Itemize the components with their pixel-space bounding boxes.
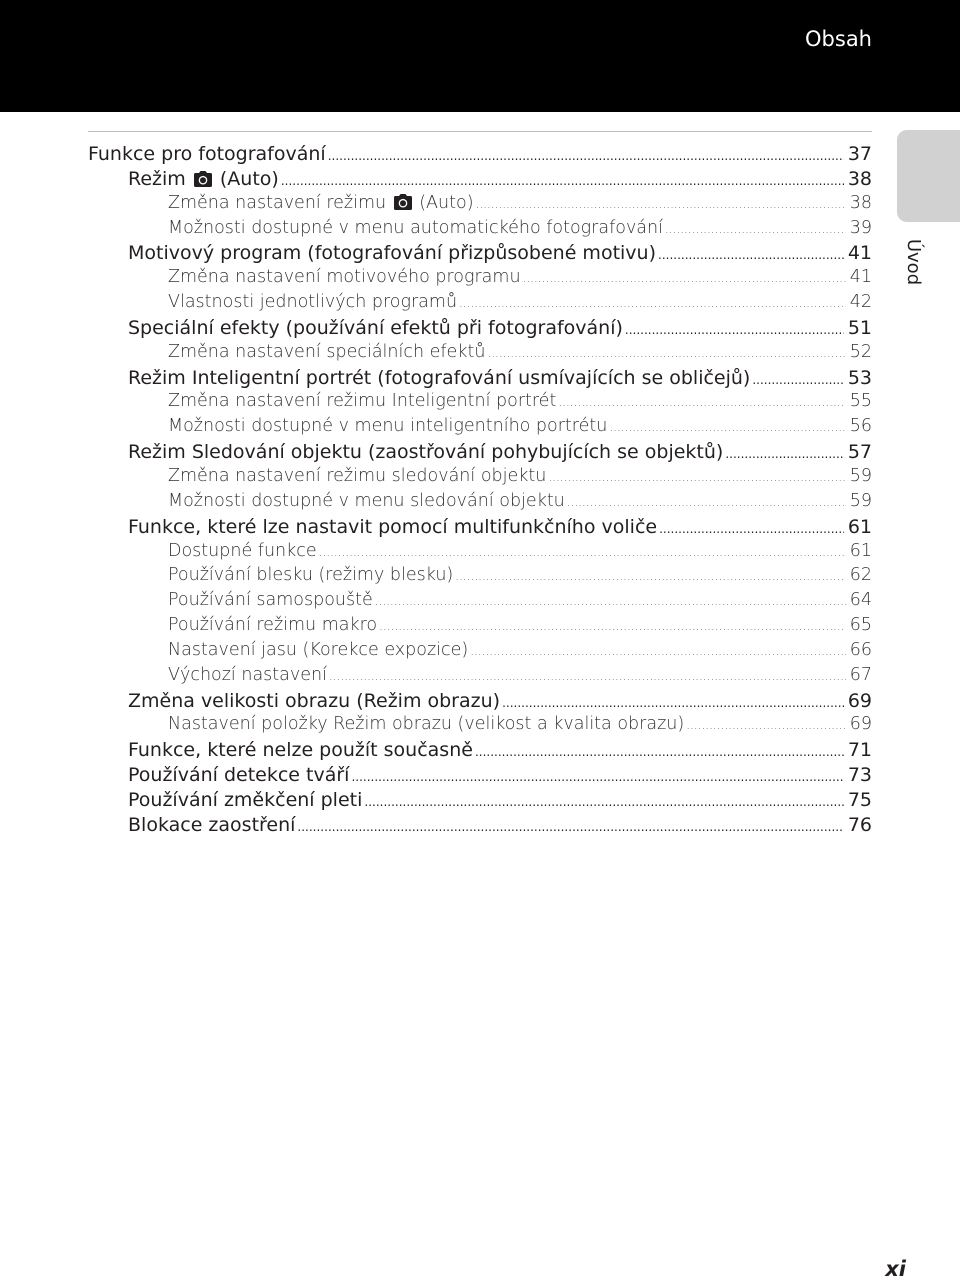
camera-icon	[394, 194, 412, 215]
divider	[88, 131, 872, 132]
toc-entry[interactable]	[88, 267, 872, 292]
dot-leader	[455, 569, 845, 583]
toc-entry-title-text: Změna velikosti obrazu (Režim obrazu)	[128, 689, 501, 712]
toc-entry-page: 71	[847, 739, 872, 762]
toc-entry[interactable]	[88, 590, 872, 615]
toc-entry-title-text: Změna nastavení motivového programu	[168, 267, 521, 288]
toc-entry-title-text: Dostupné funkce	[168, 540, 317, 561]
camera-icon	[194, 170, 212, 192]
toc-entry-page: 53	[847, 366, 872, 389]
toc-entry[interactable]	[88, 391, 872, 416]
toc-entry[interactable]	[88, 789, 872, 814]
toc-entry-title-suffix: (Auto)	[413, 192, 474, 213]
dot-leader	[281, 174, 844, 188]
toc-entry-title	[168, 193, 474, 215]
toc-entry-page: 66	[849, 639, 872, 660]
toc-entry-title	[168, 565, 453, 585]
page-number: xi	[885, 1257, 906, 1281]
toc-entry-title-suffix: (Auto)	[213, 167, 279, 190]
toc-entry-page: 38	[847, 167, 872, 190]
header-bar	[0, 0, 960, 112]
toc-entry-title-text: Funkce, které lze nastavit pomocí multifunkčního voliče	[128, 515, 658, 538]
toc-entry-title-text: Režim	[128, 167, 192, 190]
dot-leader	[470, 644, 846, 658]
toc-entry-title-text: Používání blesku (režimy blesku)	[168, 565, 454, 586]
section-tab-label: Úvod	[903, 238, 924, 286]
toc-entry-title-text: Změna nastavení režimu	[168, 192, 392, 213]
dot-leader	[351, 770, 843, 784]
toc-entry[interactable]	[88, 416, 872, 441]
dot-leader	[725, 447, 843, 461]
toc-entry-page: 65	[849, 615, 872, 636]
dot-leader	[297, 820, 843, 834]
toc-entry[interactable]	[88, 441, 872, 466]
toc-entry[interactable]	[88, 640, 872, 665]
toc-entry-title-text: Změna nastavení režimu sledování objektu	[168, 465, 547, 486]
toc-entry-page: 75	[847, 788, 872, 811]
toc-entry-title-text: Režim Sledování objektu (zaostřování pohybujících se objektů)	[128, 441, 724, 464]
toc-entry[interactable]	[88, 814, 872, 839]
toc-entry-title	[128, 764, 349, 786]
toc-entry-title	[128, 367, 750, 389]
toc-entry-title-text: Možnosti dostupné v menu inteligentního portrétu	[168, 416, 608, 437]
toc-entry[interactable]	[88, 242, 872, 267]
toc-entry-title	[168, 466, 546, 486]
toc-entry-title	[168, 391, 556, 411]
dot-leader	[558, 395, 845, 409]
toc-entry[interactable]	[88, 615, 872, 640]
toc-entry-page: 37	[847, 143, 872, 165]
dot-leader	[476, 197, 846, 211]
dot-leader	[487, 346, 845, 360]
toc-entry[interactable]	[88, 292, 872, 317]
toc-entry[interactable]	[88, 168, 872, 193]
toc-entry-page: 52	[849, 341, 872, 362]
toc-entry-title-text: Možnosti dostupné v menu automatického fotografování	[168, 217, 663, 238]
toc-entry-title-text: Blokace zaostření	[128, 813, 296, 836]
toc-entry-title	[168, 342, 485, 362]
toc-entry-page: 67	[849, 664, 872, 685]
toc-entry[interactable]	[88, 541, 872, 566]
section-tab[interactable]	[897, 130, 960, 222]
dot-leader	[475, 745, 844, 759]
toc-entry-page: 64	[849, 590, 872, 611]
toc-entry[interactable]	[88, 665, 872, 690]
toc-entry-title	[128, 242, 656, 264]
toc-entry[interactable]	[88, 714, 872, 739]
dot-leader	[364, 795, 843, 809]
toc-entry-title	[88, 143, 326, 165]
toc-entry-title-text: Nastavení jasu (Korekce expozice)	[168, 639, 469, 660]
toc-entry[interactable]	[88, 218, 872, 243]
dot-leader	[609, 420, 845, 434]
toc-entry[interactable]	[88, 690, 872, 715]
toc-entry-title-text: Možnosti dostupné v menu sledování objektu	[168, 490, 565, 511]
toc-entry-title-text: Změna nastavení režimu Inteligentní portrét	[168, 391, 557, 412]
toc-entry[interactable]	[88, 565, 872, 590]
toc-entry-title	[168, 292, 457, 312]
toc-entry-page: 41	[847, 242, 872, 265]
toc-entry-page: 41	[849, 267, 872, 288]
toc-entry-page: 55	[849, 391, 872, 412]
toc-entry-title-text: Používání režimu makro	[168, 615, 378, 636]
toc-entry-title-text: Motivový program (fotografování přizpůsobené motivu)	[128, 242, 656, 265]
dot-leader	[523, 271, 846, 285]
dot-leader	[625, 323, 844, 337]
toc-entry[interactable]	[88, 193, 872, 218]
dot-leader	[567, 495, 846, 509]
dot-leader	[665, 222, 846, 236]
toc-entry-page: 59	[849, 490, 872, 511]
dot-leader	[379, 619, 846, 633]
toc-entry-title-text: Změna nastavení speciálních efektů	[168, 341, 486, 362]
toc-entry-page: 59	[849, 465, 872, 486]
dot-leader	[502, 696, 844, 710]
toc-entry-title	[168, 714, 684, 734]
toc-entry-page: 57	[847, 441, 872, 464]
toc-entry-title-text: Speciální efekty (používání efektů při fotografování)	[128, 316, 623, 339]
toc-entry-page: 38	[849, 192, 872, 213]
toc-entry-title	[168, 267, 521, 287]
toc-entry-title	[168, 590, 373, 610]
toc-entry-page: 69	[847, 689, 872, 712]
toc-entry[interactable]	[88, 739, 872, 764]
toc-entry[interactable]	[88, 466, 872, 491]
toc-entry[interactable]	[88, 516, 872, 541]
toc-entry-title-text: Režim Inteligentní portrét (fotografování usmívajících se obličejů)	[128, 366, 751, 389]
toc-entry-title	[168, 416, 607, 436]
dot-leader	[752, 373, 843, 387]
toc-entry-title	[168, 218, 663, 238]
toc-entry-title	[128, 317, 623, 339]
toc-entry[interactable]	[88, 143, 872, 168]
toc-entry[interactable]	[88, 367, 872, 392]
toc-entry-title-text: Funkce pro fotografování	[88, 143, 326, 165]
toc-entry-page: 61	[849, 540, 872, 561]
dot-leader	[375, 594, 846, 608]
toc-entry-page: 73	[847, 764, 872, 787]
toc-entry-title	[128, 690, 500, 712]
toc-entry[interactable]	[88, 317, 872, 342]
toc-entry-page: 61	[847, 515, 872, 538]
toc-entry-title	[168, 491, 565, 511]
toc-entry-page: 42	[849, 292, 872, 313]
toc-entry-title-text: Používání samospouště	[168, 590, 373, 611]
dot-leader	[329, 669, 846, 683]
toc-entry[interactable]	[88, 764, 872, 789]
toc-entry-page: 76	[847, 813, 872, 836]
toc-entry-title	[128, 516, 657, 538]
dot-leader	[319, 545, 846, 559]
toc-entry-page: 39	[849, 217, 872, 238]
dot-leader	[328, 149, 844, 163]
toc-entry-title	[168, 665, 327, 685]
toc-entry-title	[128, 789, 362, 811]
dot-leader	[659, 522, 844, 536]
toc-entry-title-text: Výchozí nastavení	[168, 664, 327, 685]
table-of-contents	[88, 143, 872, 839]
toc-entry-title	[128, 739, 473, 761]
toc-entry-page: 69	[849, 714, 872, 735]
toc-entry-title-text: Funkce, které nelze použít současně	[128, 739, 473, 762]
toc-entry-title	[128, 168, 279, 192]
toc-entry-title	[168, 615, 377, 635]
page-title: Obsah	[805, 27, 872, 51]
toc-entry-page: 62	[849, 565, 872, 586]
dot-leader	[459, 296, 846, 310]
dot-leader	[658, 248, 844, 262]
toc-entry-title	[168, 541, 317, 561]
toc-entry-page: 56	[849, 416, 872, 437]
toc-entry-page: 51	[847, 316, 872, 339]
toc-entry-title-text: Vlastnosti jednotlivých programů	[168, 292, 458, 313]
toc-entry-title-text: Používání změkčení pleti	[128, 788, 363, 811]
toc-entry-title	[128, 441, 723, 463]
toc-entry[interactable]	[88, 342, 872, 367]
toc-entry-title-text: Používání detekce tváří	[128, 764, 350, 787]
toc-entry-title	[168, 640, 468, 660]
dot-leader	[548, 470, 845, 484]
toc-entry[interactable]	[88, 491, 872, 516]
toc-entry-title	[128, 814, 295, 836]
toc-entry-title-text: Nastavení položky Režim obrazu (velikost a kvalita obrazu)	[168, 714, 685, 735]
dot-leader	[686, 718, 846, 732]
